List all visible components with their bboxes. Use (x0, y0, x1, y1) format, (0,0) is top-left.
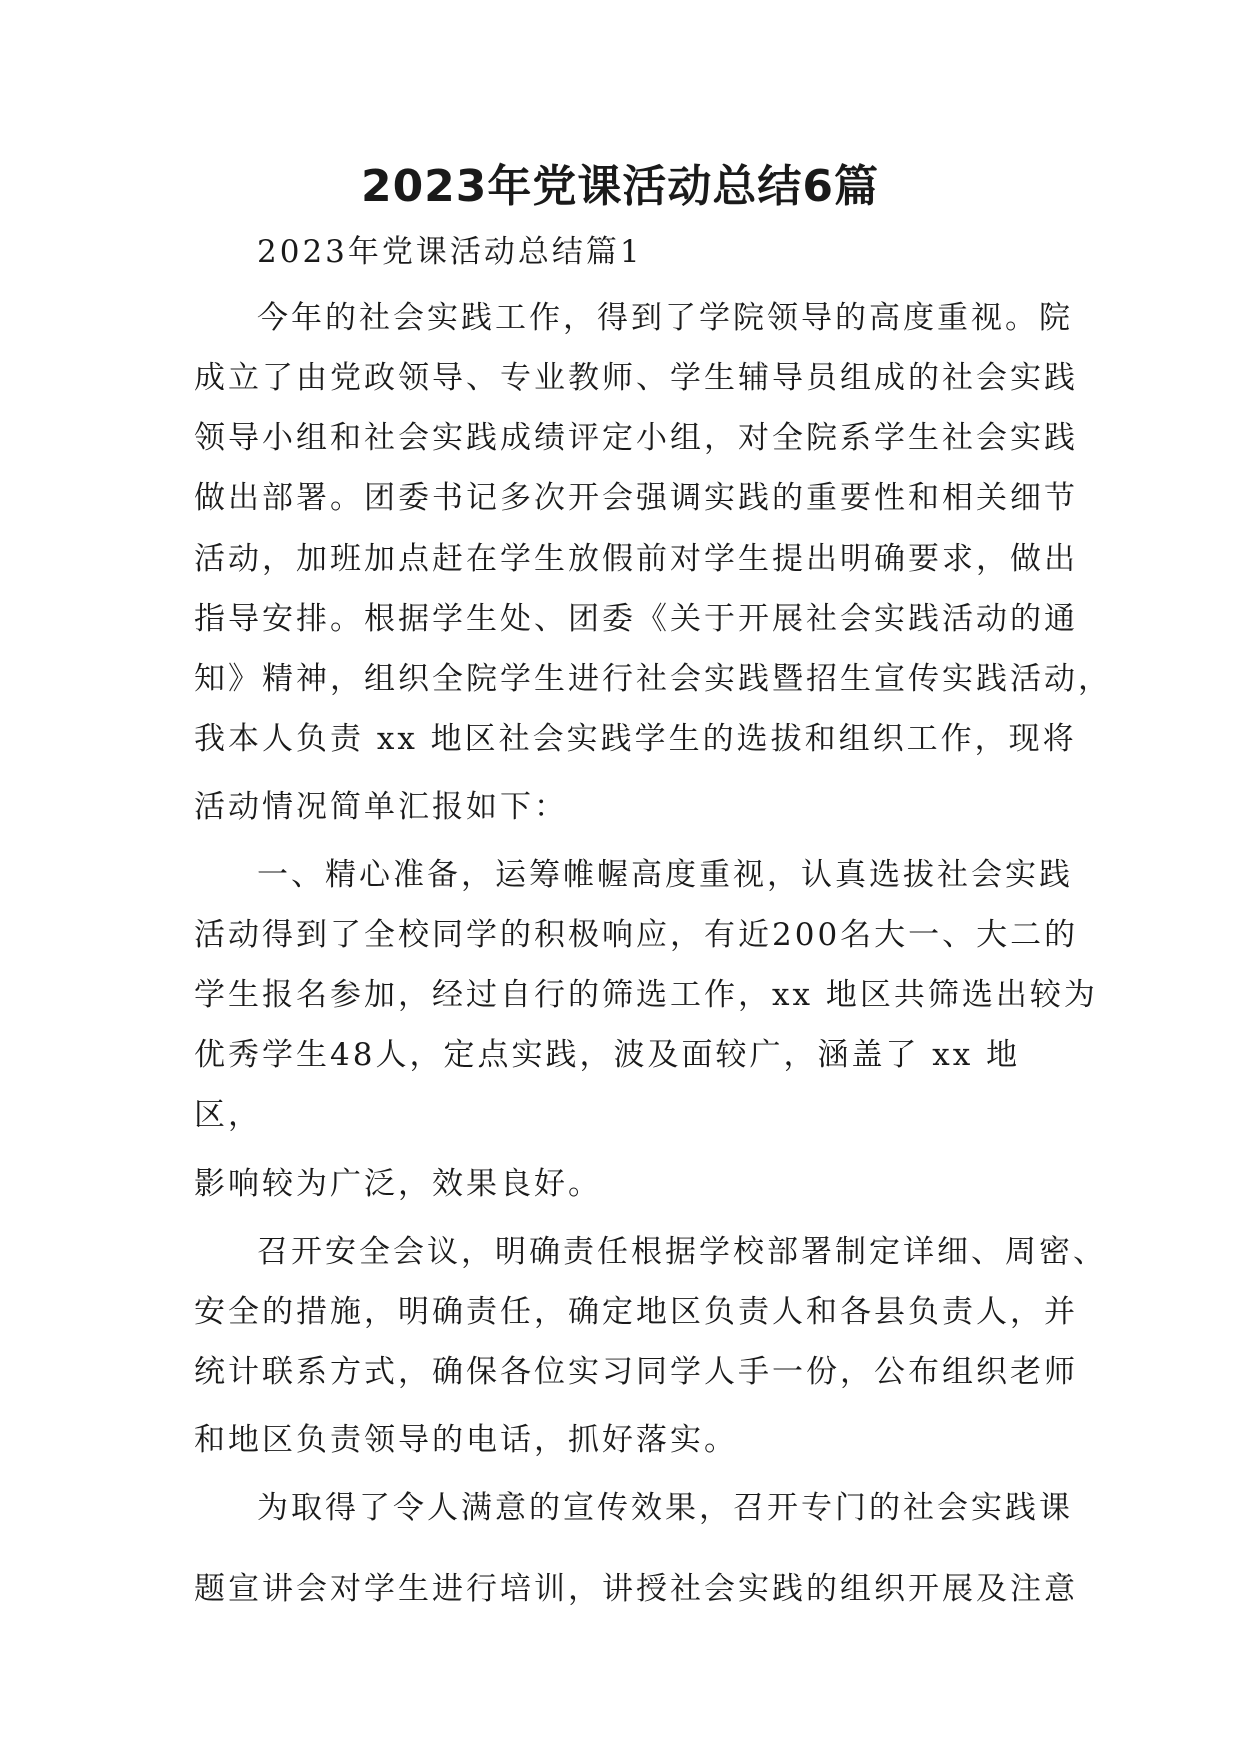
paragraph-line: 影响较为广泛，效果良好。 (194, 1166, 602, 1202)
section-heading: 2023年党课活动总结篇1 (257, 234, 643, 270)
paragraph-line: 活动情况简单汇报如下： (194, 789, 568, 825)
paragraph-line: 做出部署。团委书记多次开会强调实践的重要性和相关细节 (194, 480, 1078, 516)
paragraph-line: 领导小组和社会实践成绩评定小组，对全院系学生社会实践 (194, 420, 1078, 456)
paragraph-line: 优秀学生48人，定点实践，波及面较广，涵盖了 xx 地 (194, 1037, 1021, 1073)
paragraph-line: 知》精神，组织全院学生进行社会实践暨招生宣传实践活动， (194, 661, 1112, 697)
paragraph-line: 题宣讲会对学生进行培训，讲授社会实践的组织开展及注意 (194, 1571, 1078, 1607)
paragraph-line: 活动，加班加点赶在学生放假前对学生提出明确要求，做出 (194, 541, 1078, 577)
paragraph-line: 成立了由党政领导、专业教师、学生辅导员组成的社会实践 (194, 360, 1078, 396)
paragraph-line: 今年的社会实践工作，得到了学院领导的高度重视。院 (257, 300, 1073, 336)
paragraph-line: 一、精心准备，运筹帷幄高度重视，认真选拔社会实践 (257, 857, 1073, 893)
paragraph-line: 我本人负责 xx 地区社会实践学生的选拔和组织工作，现将 (194, 721, 1077, 757)
paragraph-line: 安全的措施，明确责任，确定地区负责人和各县负责人，并 (194, 1294, 1078, 1330)
paragraph-line: 指导安排。根据学生处、团委《关于开展社会实践活动的通 (194, 601, 1078, 637)
paragraph-line: 统计联系方式，确保各位实习同学人手一份，公布组织老师 (194, 1354, 1078, 1390)
paragraph-line: 为取得了令人满意的宣传效果，召开专门的社会实践课 (257, 1490, 1073, 1526)
document-title: 2023年党课活动总结6篇 (360, 161, 880, 212)
paragraph-line: 召开安全会议，明确责任根据学校部署制定详细、周密、 (257, 1234, 1107, 1270)
paragraph-line: 和地区负责领导的电话，抓好落实。 (194, 1422, 738, 1458)
paragraph-line: 活动得到了全校同学的积极响应，有近200名大一、大二的 (194, 917, 1079, 953)
paragraph-line: 学生报名参加，经过自行的筛选工作，xx 地区共筛选出较为 (194, 977, 1098, 1013)
paragraph-line: 区， (194, 1097, 262, 1133)
